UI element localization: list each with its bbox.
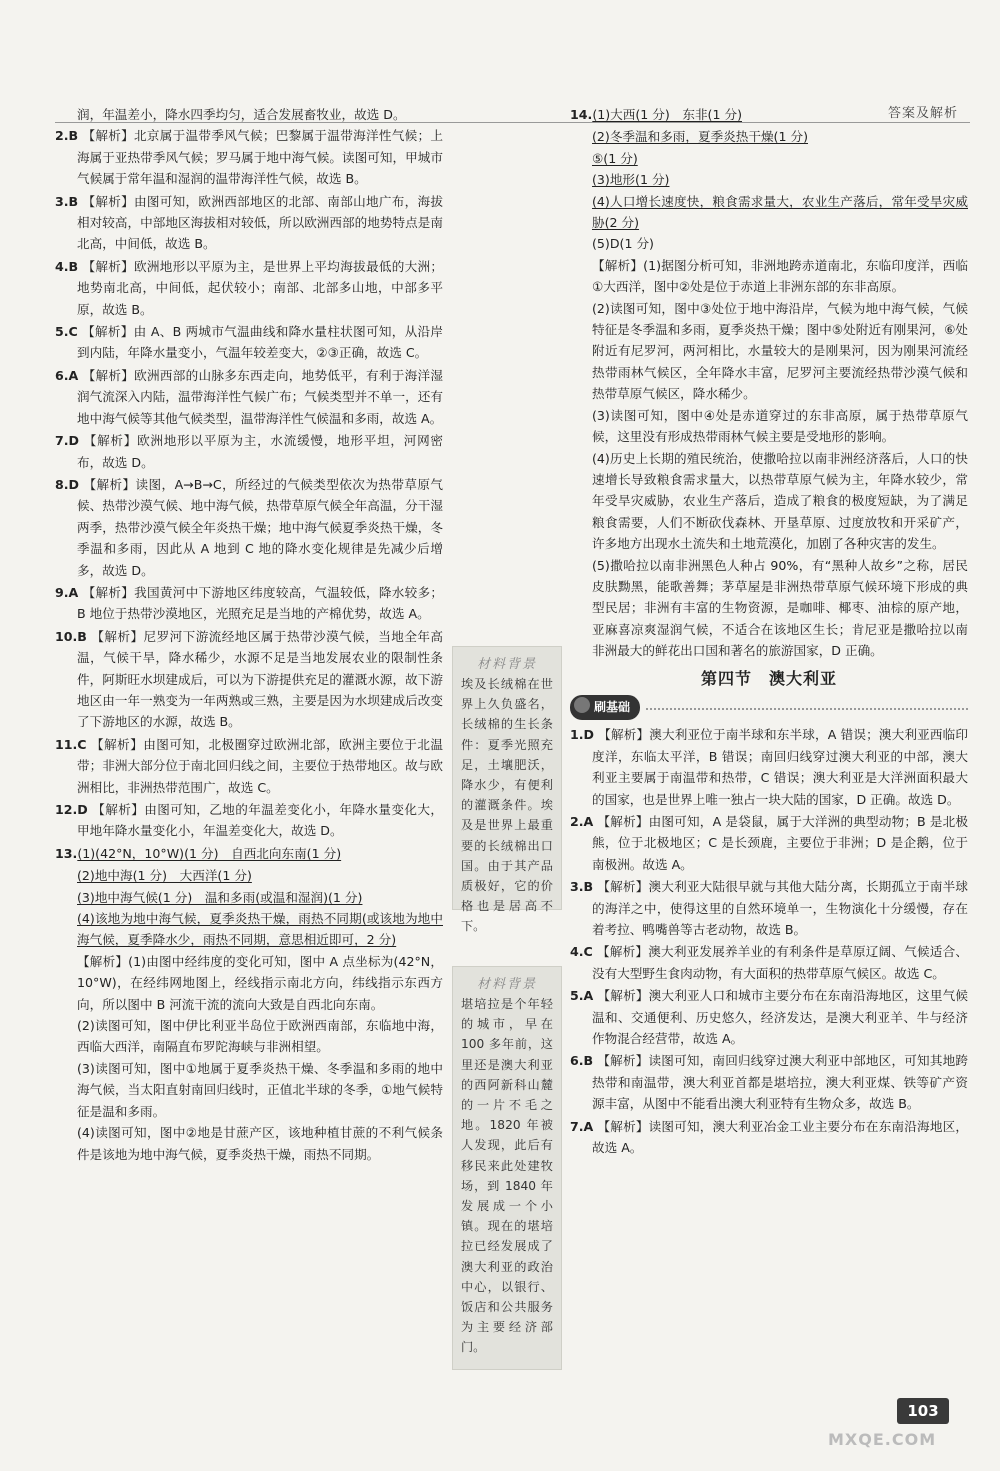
answer-item xyxy=(55,430,443,473)
practice-badge xyxy=(570,695,640,720)
answer-text: 【解析】读图可知，南回归线穿过澳大利亚中部地区，可知其地跨热带和南温带，澳大利亚首都是堪培拉，澳大利亚煤、铁等矿产资源丰富，从图中不能看出澳大利亚特有生物众多，故选 B。 xyxy=(592,1053,968,1112)
q13-analysis-2: (2)读图可知，图中伊比利亚半岛位于欧洲西南部，东临地中海，西临大西洋，南隔直布罗陀海峡与非洲相望。 xyxy=(77,1018,443,1055)
answer-item xyxy=(570,1050,968,1114)
answer-text: 【解析】澳大利亚大陆很早就与其他大陆分离，长期孤立于南半球的海洋之中，使得这里的自然环境单一，生物演化十分缓慢，存在着考拉、鸭嘴兽等古老动物，故选 B。 xyxy=(592,879,968,938)
answer-text: 【解析】我国黄河中下游地区纬度较高，气温较低，降水较多；B 地位于热带沙漠地区，光照充足是当地的产棉优势，故选 A。 xyxy=(77,584,443,622)
answer-number: 5.C xyxy=(55,324,78,340)
answer-item xyxy=(55,256,443,320)
answer-text: 【解析】读图可知，澳大利亚冶金工业主要分布在东南沿海地区，故选 A。 xyxy=(592,1118,968,1156)
q14-answer-4: (3)地形(1 分) xyxy=(592,172,670,188)
answer-text: 【解析】由图可知，A 是袋鼠，属于大洋洲的典型动物；B 是北极熊，位于北极地区；C 是长颈鹿，主要位于非洲；D 是企鹅，位于南极洲。故选 A。 xyxy=(592,814,968,872)
answer-item xyxy=(570,1116,968,1159)
badge-icon xyxy=(574,697,590,713)
answer-number: 4.B xyxy=(55,258,79,274)
answer-number: 6.A xyxy=(55,367,79,383)
answer-text: 【解析】由图可知，北极圈穿过欧洲北部，欧洲主要位于北温带；非洲大部分位于南北回归线之间，主要位于热带地区。故与欧洲相比，非洲热带范围广，故选 C。 xyxy=(77,736,443,795)
answer-number: 7.D xyxy=(55,433,80,449)
answer-item xyxy=(55,734,443,798)
answer-number: 2.A xyxy=(570,814,594,829)
q14-answer-3: ⑤(1 分) xyxy=(592,150,638,166)
answer-text: 【解析】北京属于温带季风气候；巴黎属于温带海洋性气候；上海属于亚热带季风气候；罗马属于地中海气候。读图可知，甲城市气候属于常年温和湿润的温带海洋性气候，故选 B。 xyxy=(77,128,443,187)
q13-analysis-3: (3)读图可知，图中①地属于夏季炎热干燥、冬季温和多雨的地中海气候，当太阳直射南回归线时，正值北半球的冬季，①地气候特征是温和多雨。 xyxy=(77,1060,443,1119)
sidebar-material-1 xyxy=(452,646,562,934)
answer-item xyxy=(55,191,443,255)
dotted-divider xyxy=(646,706,968,710)
answer-item xyxy=(55,799,443,842)
q14-analysis-2: (2)读图可知，图中③处位于地中海沿岸，气候为地中海气候，气候特征是冬季温和多雨，夏季炎热干燥；图中⑤处附近有刚果河，⑥处附近有尼罗河，两河相比，水量较大的是刚果河，因为刚果河流经热带雨林气候区，全年降水丰富，尼罗河主要流经热带沙漠气候和热带草原气候区，降水稀少。 xyxy=(592,300,968,402)
q14-answer-6: (5)D(1 分) xyxy=(592,236,654,252)
answer-text: 【解析】由图可知，乙地的年温差变化小，年降水量变化大，甲地年降水量变化小，年温差变化大，故选 D。 xyxy=(77,802,443,839)
answer-item xyxy=(55,626,443,733)
sidebar-title: 材料背景 xyxy=(476,977,537,992)
answer-number: 4.C xyxy=(570,944,593,960)
left-column xyxy=(55,104,443,1165)
answer-item xyxy=(570,876,968,940)
question-number: 14. xyxy=(570,107,593,122)
question-14 xyxy=(570,104,968,125)
answer-item xyxy=(570,811,968,875)
q13-answer-1: (1)(42°N，10°W)(1 分) 自西北向东南(1 分) xyxy=(77,845,342,861)
answer-number: 6.B xyxy=(570,1053,594,1069)
answer-item xyxy=(55,321,443,364)
answer-text: 【解析】澳大利亚发展养羊业的有利条件是草原辽阔、气候适合、没有大型野生食肉动物，有大面积的热带草原气候区。故选 C。 xyxy=(592,944,968,981)
q14-answer-2: (2)冬季温和多雨，夏季炎热干燥(1 分) xyxy=(592,129,808,145)
answer-text: 【解析】澳大利亚位于南半球和东半球，A 错误；澳大利亚西临印度洋，东临太平洋，B 错误；南回归线穿过澳大利亚的中部，澳大利亚主要属于南温带和热带，C 错误；澳大利亚是大洋洲面积最大的国家，也是世界上唯一独占一块大陆的国家，D 正确。故选 D。 xyxy=(592,727,968,807)
question-number: 13. xyxy=(55,845,78,861)
question-13 xyxy=(55,843,443,864)
q14-analysis-1: 【解析】(1)据图分析可知，非洲地跨赤道南北，东临印度洋，西临①大西洋，图中②处是位于赤道上非洲东部的东非高原。 xyxy=(592,257,968,295)
answer-item xyxy=(55,365,443,429)
answer-number: 11.C xyxy=(55,736,87,752)
q13-answer-3: (3)地中海气候(1 分) 温和多雨(或温和湿润)(1 分) xyxy=(77,889,363,905)
header-title: 答案及解析 xyxy=(888,106,959,121)
sidebar-title: 材料背景 xyxy=(476,657,537,672)
answer-text: 【解析】欧洲地形以平原为主，是世界上平均海拔最低的大洲；地势南北高，中间低，起伏较小；南部、北部多山地，中部多平原，故选 B。 xyxy=(77,258,443,317)
sidebar-text: 埃及长绒棉在世界上久负盛名，长绒棉的生长条件：夏季光照充足，土壤肥沃，降水少，有便利的灌溉条件。埃及是世界上最重要的长绒棉出口国。由于其产品质极好，它的价格也是居高不下。 xyxy=(461,677,553,934)
answer-item xyxy=(55,474,443,581)
answer-number: 3.B xyxy=(570,879,594,895)
q14-answer-1: (1)大西(1 分) 东非(1 分) xyxy=(592,107,742,122)
answer-text: 【解析】欧洲西部的山脉多东西走向，地势低平，有利于海洋湿润气流深入内陆，温带海洋性气候广布；气候类型并不单一，还有地中海气候等其他气候类型，温带海洋性气候温和多雨，故选 A。 xyxy=(77,367,443,426)
answer-text: 【解析】由 A、B 两城市气温曲线和降水量柱状图可知，从沿岸到内陆，年降水量变小，气温年较差变大，②③正确，故选 C。 xyxy=(77,324,443,361)
answer-text: 【解析】由图可知，欧洲西部地区的北部、南部山地广布，海拔相对较高，中部地区海拔相对较低，所以欧洲西部的地势特点是南北高，中间低，故选 B。 xyxy=(77,193,443,252)
answer-number: 3.B xyxy=(55,193,79,209)
sidebar-text: 堪培拉是个年轻的城市，早在 100 多年前，这里还是澳大利亚的西阿新科山麓的一片不毛之地。1820 年被人发现，此后有移民来此处建牧场，到 1840 年发展成一个小镇。现在的堪培拉已经发展成了澳大利亚的政治中心，以银行、饭店和公共服务为主要经济部门。 xyxy=(461,997,553,1355)
answer-number: 8.D xyxy=(55,476,80,492)
right-answer-list xyxy=(570,724,968,1158)
watermark: MXQE.COM xyxy=(828,1430,937,1449)
q13-analysis-1: 【解析】(1)由图中经纬度的变化可知，图中 A 点坐标为(42°N，10°W)，在经纬网地图上，经线指示南北方向，纬线指示东西方向，所以图中 B 河流干流的流向大致是自西北向东南。 xyxy=(77,953,443,1012)
answer-number: 12.D xyxy=(55,802,88,817)
q13-answer-2: (2)地中海(1 分) 大西洋(1 分) xyxy=(77,868,252,884)
q14-analysis-5: (5)撒哈拉以南非洲黑色人种占 90%，有“黑种人故乡”之称，居民皮肤黝黑，能歌善舞；茅草屋是非洲热带草原气候环境下形成的典型民居；非洲有丰富的生物资源，是咖啡、椰枣、油棕的原产地，亚麻喜凉爽湿润气候，不适合在该地区生长；肯尼亚是撒哈拉以南非洲最大的鲜花出口国和著名的旅游国家，D 正确。 xyxy=(592,557,968,659)
answer-number: 2.B xyxy=(55,128,79,144)
answer-text: 【解析】欧洲地形以平原为主，水流缓慢，地形平坦，河网密布，故选 D。 xyxy=(77,433,443,470)
answer-number: 5.A xyxy=(570,988,594,1004)
answer-item xyxy=(55,125,443,189)
answer-item xyxy=(55,582,443,625)
answer-text: 【解析】读图，A→B→C，所经过的气候类型依次为热带草原气候、热带沙漠气候、地中海气候，热带草原气候全年高温，分干湿两季，热带沙漠气候全年炎热干燥；地中海气候夏季炎热干燥，冬季温和多雨，因此从 A 地到 C 地的降水变化规律是先减少后增多，故选 D。 xyxy=(77,476,443,578)
section-title: 第四节 澳大利亚 xyxy=(700,668,837,688)
answer-number: 7.A xyxy=(570,1118,594,1134)
q14-analysis-3: (3)读图可知，图中④处是赤道穿过的东非高原，属于热带草原气候，这里没有形成热带雨林气候主要是受地形的影响。 xyxy=(592,407,968,445)
badge-label: 刷基础 xyxy=(594,699,631,714)
answer-text: 【解析】尼罗河下游流经地区属于热带沙漠气候，当地全年高温，气候干旱，降水稀少，水源不足是当地发展农业的限制性条件，阿斯旺水坝建成后，可以为下游提供充足的灌溉水源，故下游地区由一年一熟变为一年两熟或三熟，主要是因为水坝建成后改变了下游地区的水源，故选 B。 xyxy=(77,628,443,730)
answer-number: 10.B xyxy=(55,628,87,644)
q14-answer-5: (4)人口增长速度快，粮食需求量大，农业生产落后，常年受旱灾威胁(2 分) xyxy=(592,193,968,231)
right-column xyxy=(570,104,968,1160)
answer-item xyxy=(570,941,968,984)
q13-analysis-4: (4)读图可知，图中②地是甘蔗产区，该地种植甘蔗的不利气候条件是该地为地中海气候，夏季炎热干燥，雨热不同期。 xyxy=(77,1125,443,1162)
answer-number: 9.A xyxy=(55,584,79,600)
page-number: 103 xyxy=(897,1398,949,1424)
left-answer-list xyxy=(55,125,443,841)
intro-text: 润，年温差小，降水四季均匀，适合发展畜牧业，故选 D。 xyxy=(77,107,406,122)
sidebar-material-2 xyxy=(452,966,562,1370)
q14-analysis-4: (4)历史上长期的殖民统治，使撒哈拉以南非洲经济落后，人口的快速增长导致粮食需求量大，以热带草原气候为主，年降水较少，常年受旱灾威胁，农业生产落后，造成了粮食的极度短缺，为了满足粮食需要，人们不断砍伐森林、开垦草原、过度放牧和开采矿产，许多地方出现水土流失和土地荒漠化，加剧了各种灾害的发生。 xyxy=(592,450,968,552)
q13-answer-4: (4)该地为地中海气候，夏季炎热干燥，雨热不同期(或该地为地中海气候，夏季降水少，雨热不同期，意思相近即可，2 分) xyxy=(77,911,443,948)
answer-item xyxy=(570,985,968,1049)
badge-row xyxy=(570,695,968,720)
answer-number: 1.D xyxy=(570,727,595,743)
answer-item xyxy=(570,724,968,810)
answer-text: 【解析】澳大利亚人口和城市主要分布在东南沿海地区，这里气候温和、交通便利、历史悠久，经济发达，是澳大利亚羊、牛与经济作物混合经营带，故选 A。 xyxy=(592,988,968,1047)
